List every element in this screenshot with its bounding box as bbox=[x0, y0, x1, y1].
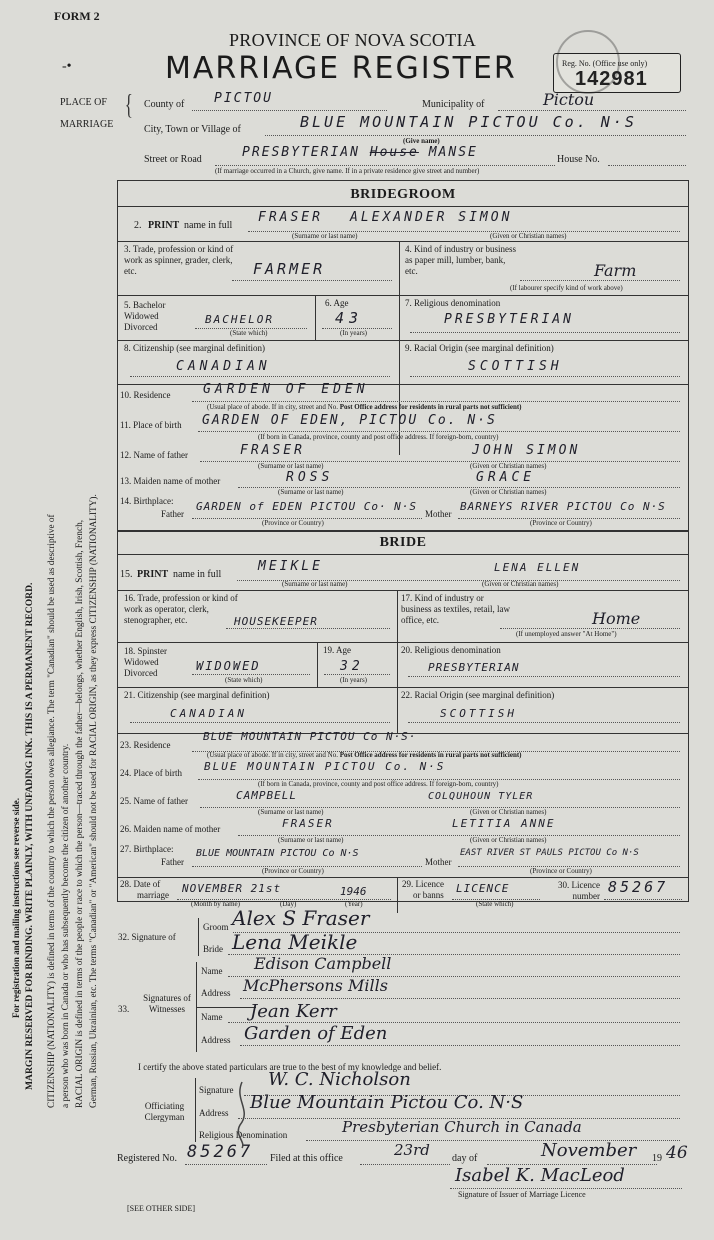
groom-signature: Alex S Fraser bbox=[232, 906, 370, 930]
signature-of-label: 32. Signature of bbox=[118, 932, 176, 942]
groom-mother-label: 13. Maiden name of mother bbox=[120, 476, 221, 486]
date-label: 28. Date of bbox=[120, 879, 161, 889]
bride-residence-value: BLUE MOUNTAIN PICTOU Co N·S· bbox=[203, 730, 417, 743]
groom-industry-label: 4. Kind of industry or business as paper mill, lumber, bank, etc. bbox=[405, 244, 516, 276]
groom-residence-note: (Usual place of abode. If in city, street and No. Post Office address for residents in rural parts not sufficient) bbox=[207, 403, 522, 411]
groom-mother-given-note: (Given or Christian names) bbox=[470, 488, 547, 496]
clergy-denom-label: Religious Denomination bbox=[199, 1130, 288, 1140]
registered-label: Registered No. bbox=[117, 1153, 177, 1164]
sidebar-racial-definition: RACIAL ORIGIN is defined in terms of the people or race to which the person—traced through the father—belongs, whether English, Irish, Scottish, French, bbox=[75, 519, 85, 1108]
bride-mother-given: LETITIA ANNE bbox=[452, 817, 556, 830]
witness2-address: Garden of Eden bbox=[244, 1023, 388, 1044]
groom-birth-value: GARDEN OF EDEN, PICTOU Co. N·S bbox=[202, 413, 497, 428]
page-title: MARRIAGE REGISTER bbox=[165, 51, 517, 86]
bride-birthplace-label: 27. Birthplace: bbox=[120, 844, 174, 854]
bride-status-value: WIDOWED bbox=[196, 659, 261, 673]
sidebar-binding-note: MARGIN RESERVED FOR BINDING. WRITE PLAINLY, WITH UNFADING INK. THIS IS A PERMANENT RECORD. bbox=[24, 582, 35, 1090]
municipality-value: Pictou bbox=[543, 90, 595, 109]
groom-residence-value: GARDEN OF EDEN bbox=[203, 382, 369, 397]
bride-father-label: 25. Name of father bbox=[120, 796, 188, 806]
groom-racial-value: SCOTTISH bbox=[468, 359, 563, 374]
county-label: County of bbox=[144, 99, 185, 110]
certify-statement: I certify the above stated particulars are true to the best of my knowledge and belief. bbox=[138, 1062, 442, 1072]
stamp-circle bbox=[556, 30, 620, 94]
groom-religion-value: PRESBYTERIAN bbox=[444, 312, 574, 327]
filed-label: Filed at this office bbox=[270, 1153, 343, 1164]
groom-mother-surname: ROSS bbox=[286, 470, 334, 485]
sidebar-mailing-note: For registration and mailing instructions see reverse side. bbox=[11, 798, 21, 1018]
groom-father-surname-note: (Surname or last name) bbox=[258, 462, 324, 470]
groom-mother-surname-note: (Surname or last name) bbox=[278, 488, 344, 496]
groom-bp-mother: BARNEYS RIVER PICTOU Co N·S bbox=[460, 500, 666, 513]
bride-surname: MEIKLE bbox=[258, 559, 323, 574]
sidebar-citizenship-definition: CITIZENSHIP (NATIONALITY) is defined in terms of the country to which the person owes allegiance. The term "Canadian" should be used as descriptive of bbox=[47, 514, 57, 1108]
registered-number: 85267 bbox=[187, 1142, 254, 1162]
groom-age-label: 6. Age bbox=[325, 298, 349, 308]
bride-father-given: COLQUHOUN TYLER bbox=[428, 791, 534, 802]
bride-mother-label: 26. Maiden name of mother bbox=[120, 824, 221, 834]
bride-surname-note: (Surname or last name) bbox=[282, 580, 348, 588]
clergy-sig-label: Signature bbox=[199, 1085, 234, 1095]
house-no-label: House No. bbox=[557, 154, 600, 165]
witness-label: Signatures of Witnesses bbox=[143, 993, 191, 1014]
municipality-label: Municipality of bbox=[422, 99, 485, 110]
reg-box-label: Reg. No. (Office use only) bbox=[562, 59, 648, 68]
groom-status-label: 5. Bachelor Widowed Divorced bbox=[124, 300, 166, 332]
issuer-label: Signature of Issuer of Marriage Licence bbox=[458, 1190, 586, 1199]
groom-father-surname: FRASER bbox=[240, 443, 305, 458]
groom-residence-label: 10. Residence bbox=[120, 390, 171, 400]
filed-day: 23rd bbox=[394, 1141, 430, 1159]
groom-surname-note: (Surname or last name) bbox=[292, 232, 358, 240]
bridegroom-heading: BRIDEGROOM bbox=[350, 187, 456, 202]
groom-father-given-note: (Given or Christian names) bbox=[470, 462, 547, 470]
bride-racial-value: SCOTTISH bbox=[440, 707, 517, 720]
bride-name-label: name in full bbox=[173, 569, 222, 580]
bride-mother-given-note: (Given or Christian names) bbox=[470, 836, 547, 844]
groom-given-names: ALEXANDER SIMON bbox=[350, 210, 513, 225]
groom-mother-given: GRACE bbox=[476, 470, 536, 485]
groom-print-label: PRINT bbox=[148, 220, 180, 231]
groom-citizenship-value: CANADIAN bbox=[176, 359, 271, 374]
bride-industry-value: Home bbox=[592, 609, 641, 628]
bride-years-note: (In years) bbox=[340, 676, 368, 684]
bride-field-num: 15. bbox=[120, 569, 133, 580]
bride-birth-value: BLUE MOUNTAIN PICTOU Co. N·S bbox=[204, 760, 446, 773]
bride-status-label: 18. Spinster Widowed Divorced bbox=[124, 646, 168, 678]
bride-state-note: (State which) bbox=[225, 676, 263, 684]
groom-trade-value: FARMER bbox=[253, 260, 326, 278]
street-note: (If marriage occurred in a Church, give name. If in a private residence give street and number) bbox=[215, 167, 480, 175]
groom-trade-label: 3. Trade, profession or kind of work as spinner, grader, clerk, etc. bbox=[124, 244, 234, 276]
bride-industry-label: 17. Kind of industry or business as textiles, retail, law office, etc. bbox=[401, 593, 510, 625]
groom-racial-label: 9. Racial Origin (see marginal definition) bbox=[405, 343, 554, 353]
clergy-signature: W. C. Nicholson bbox=[268, 1069, 411, 1090]
bride-racial-label: 22. Racial Origin (see marginal definition) bbox=[401, 690, 555, 700]
province-heading: PROVINCE OF NOVA SCOTIA bbox=[229, 30, 477, 50]
w1-address-label: Address bbox=[201, 988, 231, 998]
groom-religion-label: 7. Religious denomination bbox=[405, 298, 501, 308]
licence-state-note: (State which) bbox=[476, 900, 514, 908]
pencil-stroke-mark bbox=[230, 1080, 260, 1150]
bride-residence-note: (Usual place of abode. If in city, street and No. Post Office address for residents in rural parts not sufficient) bbox=[207, 751, 522, 759]
street-label: Street or Road bbox=[144, 154, 202, 165]
bride-heading: BRIDE bbox=[379, 535, 427, 550]
bride-bp-mother: EAST RIVER ST PAULS PICTOU Co N·S bbox=[460, 848, 639, 858]
groom-bp-mother-label: Mother bbox=[425, 509, 452, 519]
day-note: (Day) bbox=[280, 900, 297, 908]
bride-given-note: (Given or Christian names) bbox=[482, 580, 559, 588]
groom-birth-label: 11. Place of birth bbox=[120, 420, 182, 430]
registration-number: 142981 bbox=[575, 68, 648, 90]
bride-bp-father: BLUE MOUNTAIN PICTOU Co N·S bbox=[196, 848, 359, 859]
groom-bp-father-note: (Province or Country) bbox=[262, 519, 324, 527]
filed-month: November bbox=[541, 1140, 637, 1161]
bride-birth-note: (If born in Canada, province, county and post office address. If foreign-born, country) bbox=[258, 780, 499, 788]
licence-label: 29. Licence bbox=[402, 879, 444, 889]
bride-religion-label: 20. Religious denomination bbox=[401, 645, 501, 655]
licence-or-banns-value: LICENCE bbox=[456, 882, 510, 895]
street-struck-word: House bbox=[369, 145, 419, 160]
date-label-b: marriage bbox=[137, 890, 169, 900]
groom-birthplace-label: 14. Birthplace: bbox=[120, 496, 174, 506]
form-id: FORM 2 bbox=[54, 9, 100, 23]
bride-bp-father-note: (Province or Country) bbox=[262, 867, 324, 875]
day-of-label: day of bbox=[452, 1153, 478, 1164]
bride-age-value: 32 bbox=[340, 659, 364, 674]
bride-birth-label: 24. Place of birth bbox=[120, 768, 182, 778]
bride-print-label: PRINT bbox=[137, 569, 169, 580]
bride-residence-label: 23. Residence bbox=[120, 740, 171, 750]
city-value: BLUE MOUNTAIN PICTOU Co. N·S bbox=[300, 113, 637, 131]
filed-year-prefix: 19 bbox=[652, 1153, 662, 1164]
w1-name-label: Name bbox=[201, 966, 223, 976]
groom-industry-note: (If labourer specify kind of work above) bbox=[510, 284, 623, 292]
groom-status-value: BACHELOR bbox=[205, 313, 274, 326]
groom-surname: FRASER bbox=[258, 210, 323, 225]
bride-trade-value: HOUSEKEEPER bbox=[234, 615, 318, 628]
bride-father-surname-note: (Surname or last name) bbox=[258, 808, 324, 816]
clergy-address-label: Address bbox=[199, 1108, 229, 1118]
witness-field-num: 33. bbox=[118, 1004, 130, 1014]
witness1-name: Edison Campbell bbox=[254, 954, 392, 973]
given-name-note: (Give name) bbox=[403, 137, 440, 145]
clergy-address: Blue Mountain Pictou Co. N·S bbox=[250, 1092, 524, 1113]
filed-year: 46 bbox=[666, 1143, 688, 1163]
bride-father-given-note: (Given or Christian names) bbox=[470, 808, 547, 816]
groom-state-note: (State which) bbox=[230, 329, 268, 337]
bride-industry-note: (If unemployed answer "At Home") bbox=[516, 630, 617, 638]
groom-years-note: (In years) bbox=[340, 329, 368, 337]
sidebar-racial-definition-2: German, Russian, Ukrainian, etc. The terms "Canadian" or "American" should not be used for RACIAL ORIGIN, as they express CITIZENSHIP (NATIONALITY). bbox=[89, 494, 99, 1108]
bride-religion-value: PRESBYTERIAN bbox=[428, 661, 520, 674]
bride-father-surname: CAMPBELL bbox=[236, 789, 297, 802]
bride-mother-surname: FRASER bbox=[282, 817, 334, 830]
clergy-denomination: Presbyterian Church in Canada bbox=[342, 1118, 582, 1136]
groom-name-label: name in full bbox=[184, 220, 233, 231]
place-brace: { bbox=[124, 90, 133, 121]
bride-signature: Lena Meikle bbox=[232, 930, 358, 954]
groom-bp-father-label: Father bbox=[161, 509, 184, 519]
marriage-month-day: NOVEMBER 21st bbox=[182, 882, 282, 895]
issuer-signature: Isabel K. MacLeod bbox=[455, 1165, 625, 1186]
bride-bp-father-label: Father bbox=[161, 857, 184, 867]
see-other-side: [SEE OTHER SIDE] bbox=[127, 1204, 195, 1213]
licence-label-b: or banns bbox=[413, 890, 444, 900]
groom-birth-note: (If born in Canada, province, county and post office address. If foreign-born, country) bbox=[258, 433, 499, 441]
month-note: (Month by name) bbox=[191, 900, 240, 908]
groom-field-num: 2. bbox=[134, 220, 142, 231]
bride-citizenship-label: 21. Citizenship (see marginal definition) bbox=[124, 690, 270, 700]
w2-address-label: Address bbox=[201, 1035, 231, 1045]
county-value: PICTOU bbox=[214, 91, 273, 106]
bride-mother-surname-note: (Surname or last name) bbox=[278, 836, 344, 844]
bride-sig-label: Bride bbox=[203, 944, 223, 954]
groom-industry-value: Farm bbox=[594, 261, 637, 280]
licence-number-value: 85267 bbox=[608, 878, 669, 896]
groom-bp-father: GARDEN of EDEN PICTOU Co· N·S bbox=[196, 500, 418, 513]
marriage-label: MARRIAGE bbox=[60, 119, 114, 130]
groom-citizenship-label: 8. Citizenship (see marginal definition) bbox=[124, 343, 266, 353]
place-of-label: PLACE OF bbox=[60, 97, 107, 108]
groom-given-note: (Given or Christian names) bbox=[490, 232, 567, 240]
groom-bp-mother-note: (Province or Country) bbox=[530, 519, 592, 527]
witness2-name: Jean Kerr bbox=[250, 1001, 337, 1022]
year-note: (Year) bbox=[345, 900, 363, 908]
groom-sig-label: Groom bbox=[203, 922, 229, 932]
dash-mark: -• bbox=[62, 59, 72, 74]
witness1-address: McPhersons Mills bbox=[243, 976, 388, 995]
groom-father-given: JOHN SIMON bbox=[472, 443, 581, 458]
bride-citizenship-value: CANADIAN bbox=[170, 707, 247, 720]
city-label: City, Town or Village of bbox=[144, 124, 241, 135]
bride-bp-mother-label: Mother bbox=[425, 857, 452, 867]
groom-age-value: 43 bbox=[335, 309, 364, 327]
licence-number-label: 30. Licence number bbox=[558, 880, 600, 902]
sidebar-citizenship-definition-2: a person who was born in Canada or who has subsequently become the citizen of another country. bbox=[61, 743, 71, 1108]
w2-name-label: Name bbox=[201, 1012, 223, 1022]
marriage-year: 1946 bbox=[340, 885, 367, 898]
bride-given-names: LENA ELLEN bbox=[494, 561, 581, 574]
street-value-church: PRESBYTERIAN House MANSE bbox=[242, 145, 478, 160]
groom-father-label: 12. Name of father bbox=[120, 450, 188, 460]
bride-trade-label: 16. Trade, profession or kind of work as operator, clerk, stenographer, etc. bbox=[124, 593, 238, 625]
bride-age-label: 19. Age bbox=[323, 645, 351, 655]
clergy-label: Officiating Clergyman bbox=[144, 1101, 185, 1122]
bride-bp-mother-note: (Province or Country) bbox=[530, 867, 592, 875]
